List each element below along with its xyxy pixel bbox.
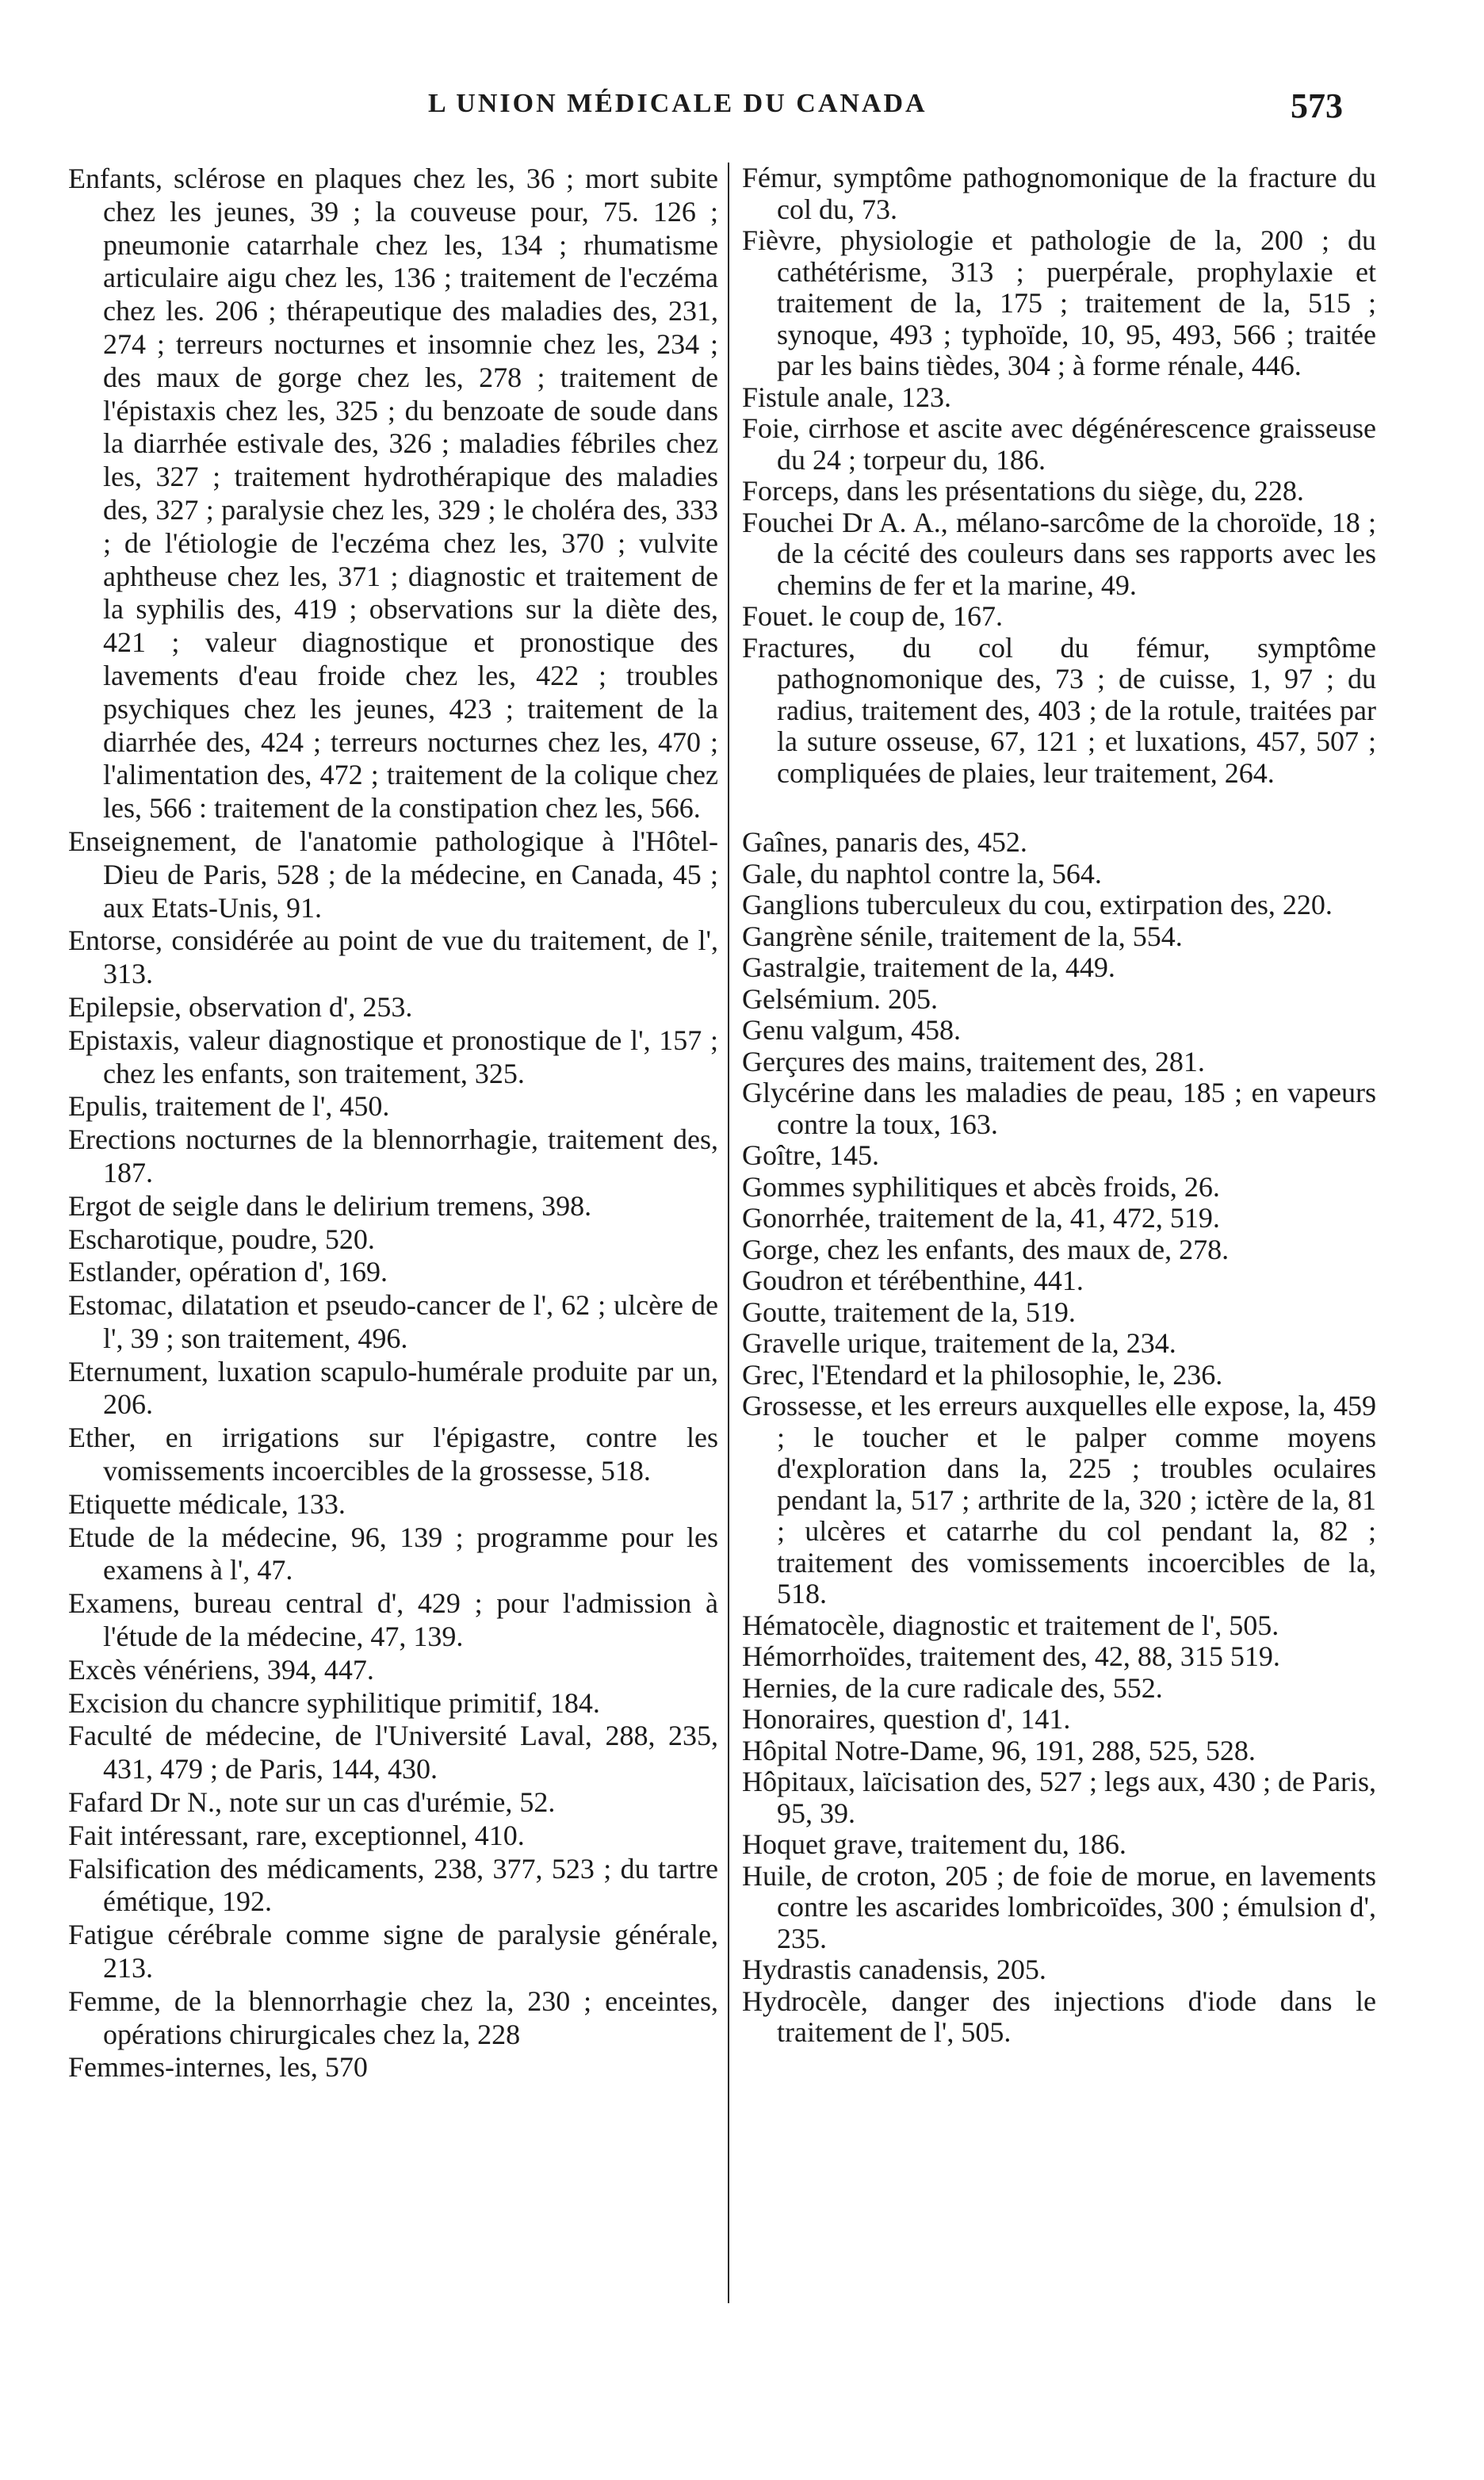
index-entry: Fouet. le coup de, 167. xyxy=(742,600,1003,632)
index-entry: Gerçures des mains, traitement des, 281. xyxy=(742,1045,1205,1077)
index-entry: Hémorrhoïdes, traitement des, 42, 88, 315 519. xyxy=(742,1640,1280,1672)
index-group-f xyxy=(742,163,1376,789)
section-gap xyxy=(742,789,1376,827)
index-entry: Fractures, du col du fémur, symptôme pathognomonique des, 73 ; de cuisse, 1, 97 ; du radius, traitement des, 403 ; de la rotule, traitées par la suture osseuse, 67, 121 ; et luxations, 457, 507 ; compliquées de plaies, leur traitement, 264. xyxy=(742,631,1376,789)
index-entry: Fistule anale, 123. xyxy=(742,381,951,413)
index-entry: Hôpital Notre-Dame, 96, 191, 288, 525, 528. xyxy=(742,1734,1256,1766)
index-entry: Grec, l'Etendard et la philosophie, le, 236. xyxy=(742,1358,1223,1391)
index-entry: Gangrène sénile, traitement de la, 554. xyxy=(742,920,1183,952)
index-entry: Fait intéressant, rare, exceptionnel, 410. xyxy=(68,1819,525,1851)
index-entry: Gommes syphilitiques et abcès froids, 26. xyxy=(742,1170,1220,1203)
running-title: L UNION MÉDICALE DU CANADA xyxy=(428,89,928,118)
index-entry: Entorse, considérée au point de vue du traitement, de l', 313. xyxy=(68,924,718,990)
index-entry: Excès vénériens, 394, 447. xyxy=(68,1653,374,1686)
index-entry: Falsification des médicaments, 238, 377, 523 ; du tartre émétique, 192. xyxy=(68,1852,718,1918)
index-entry: Faculté de médecine, de l'Université Laval, 288, 235, 431, 479 ; de Paris, 144, 430. xyxy=(68,1720,718,1785)
index-entry: Enseignement, de l'anatomie pathologique à l'Hôtel-Dieu de Paris, 528 ; de la médecine, en Canada, 45 ; aux Etats-Unis, 91. xyxy=(68,825,718,924)
index-entry: Goudron et térébenthine, 441. xyxy=(742,1265,1084,1296)
index-entry: Goître, 145. xyxy=(742,1139,879,1171)
index-entry: Escharotique, poudre, 520. xyxy=(68,1223,375,1255)
index-entry: Estomac, dilatation et pseudo-cancer de l', 62 ; ulcère de l', 39 ; son traitement, 496. xyxy=(68,1289,718,1354)
index-entry: Enfants, sclérose en plaques chez les, 36 ; mort subite chez les jeunes, 39 ; la couveuse pour, 75. 126 ; pneumonie catarrhale chez les, 134 ; rhumatisme articulaire aigu chez les, 136 ; traitement de l'eczéma chez les. 206 ; thérapeutique des maladies des, 231, 274 ; terreurs nocturnes et insomnie chez les, 234 ; des maux de gorge chez les, 278 ; traitement de l'épistaxis chez les, 325 ; du benzoate de soude dans la diarrhée estivale des, 326 ; maladies fébriles chez les, 327 ; traitement hydrothérapique des maladies des, 327 ; paralysie chez les, 329 ; le choléra des, 333 ; de l'étiologie de l'eczéma chez les, 370 ; vulvite aphtheuse chez les, 371 ; diagnostic et traitement de la syphilis des, 419 ; observations sur la diète des, 421 ; valeur diagnostique et pronostique des lavements d'eau froide chez les, 422 ; troubles psychiques chez les jeunes, 423 ; traitement de la diarrhée des, 424 ; terreurs nocturnes chez les, 470 ; l'alimentation des, 472 ; traitement de la colique chez les, 566 : traitement de la constipation chez les, 566. xyxy=(68,163,718,825)
index-group-g-h xyxy=(742,827,1376,2049)
index-entry: Epulis, traitement de l', 450. xyxy=(68,1090,390,1123)
index-entry: Hydrastis canadensis, 205. xyxy=(742,1954,1046,1985)
index-entry: Eternument, luxation scapulo-humérale produite par un, 206. xyxy=(68,1355,718,1421)
index-entry: Fouchei Dr A. A., mélano-sarcôme de la choroïde, 18 ; de la cécité des couleurs dans ses rapports avec les chemins de fer et la marine, 49. xyxy=(742,506,1376,601)
index-entry: Ergot de seigle dans le delirium tremens, 398. xyxy=(68,1189,592,1222)
index-entry: Fémur, symptôme pathognomonique de la fracture du col du, 73. xyxy=(742,162,1376,225)
index-entry: Gale, du naphtol contre la, 564. xyxy=(742,857,1102,890)
index-entry: Grossesse, et les erreurs auxquelles elle expose, la, 459 ; le toucher et le palper comme moyens d'exploration dans la, 225 ; troubles oculaires pendant la, 517 ; arthrite de la, 320 ; ictère de la, 81 ; ulcères et catarrhe du col pendant la, 82 ; traitement des vomissements incoercibles de la, 518. xyxy=(742,1390,1376,1609)
index-entry: Ganglions tuberculeux du cou, extirpation des, 220. xyxy=(742,889,1333,920)
index-entry: Glycérine dans les maladies de peau, 185 ; en vapeurs contre la toux, 163. xyxy=(742,1077,1376,1140)
index-entry: Gonorrhée, traitement de la, 41, 472, 519. xyxy=(742,1202,1220,1234)
index-entry: Hématocèle, diagnostic et traitement de l', 505. xyxy=(742,1609,1279,1641)
index-entry: Hernies, de la cure radicale des, 552. xyxy=(742,1671,1163,1704)
right-index-column xyxy=(742,163,1376,2049)
index-entry: Honoraires, question d', 141. xyxy=(742,1703,1071,1735)
index-entry: Femmes-internes, les, 570 xyxy=(68,2051,368,2084)
index-entry: Hôpitaux, laïcisation des, 527 ; legs aux, 430 ; de Paris, 95, 39. xyxy=(742,1766,1376,1829)
index-entry: Gaînes, panaris des, 452. xyxy=(742,826,1027,858)
page-number: 573 xyxy=(1291,86,1343,125)
index-entry: Epilepsie, observation d', 253. xyxy=(68,990,413,1023)
index-entry: Gelsémium. 205. xyxy=(742,982,938,1015)
index-entry: Femme, de la blennorrhagie chez la, 230 ; enceintes, opérations chirurgicales chez la, 228 xyxy=(68,1984,718,2050)
left-index-column xyxy=(68,163,718,2084)
index-entry: Goutte, traitement de la, 519. xyxy=(742,1295,1076,1328)
index-entry: Excision du chancre syphilitique primitif, 184. xyxy=(68,1686,600,1719)
index-entry: Erections nocturnes de la blennorrhagie, traitement des, 187. xyxy=(68,1123,718,1188)
index-entry: Ether, en irrigations sur l'épigastre, contre les vomissements incoercibles de la grossesse, 518. xyxy=(68,1422,718,1487)
column-divider xyxy=(728,163,729,2303)
index-entry: Gorge, chez les enfants, des maux de, 278. xyxy=(742,1233,1230,1265)
index-entry: Gravelle urique, traitement de la, 234. xyxy=(742,1327,1176,1359)
index-entry: Etude de la médecine, 96, 139 ; programme pour les examens à l', 47. xyxy=(68,1521,718,1586)
index-entry: Etiquette médicale, 133. xyxy=(68,1487,346,1520)
index-entry: Forceps, dans les présentations du siège, du, 228. xyxy=(742,475,1304,507)
index-entry: Gastralgie, traitement de la, 449. xyxy=(742,951,1115,983)
index-entry: Hoquet grave, traitement du, 186. xyxy=(742,1828,1126,1860)
index-entry: Huile, de croton, 205 ; de foie de morue, en lavements contre les ascarides lombricoïdes, 300 ; émulsion d', 235. xyxy=(742,1859,1376,1954)
index-entry: Estlander, opération d', 169. xyxy=(68,1256,388,1288)
index-entry: Fatigue cérébrale comme signe de paralysie générale, 213. xyxy=(68,1919,718,1984)
index-entry: Examens, bureau central d', 429 ; pour l'admission à l'étude de la médecine, 47, 139. xyxy=(68,1587,718,1653)
index-entry: Hydrocèle, danger des injections d'iode dans le traitement de l', 505. xyxy=(742,1984,1376,2048)
index-entry: Epistaxis, valeur diagnostique et pronostique de l', 157 ; chez les enfants, son traitement, 325. xyxy=(68,1024,718,1089)
index-entry: Fièvre, physiologie et pathologie de la, 200 ; du cathétérisme, 313 ; puerpérale, prophylaxie et traitement de la, 175 ; traitement de la, 515 ; synoque, 493 ; typhoïde, 10, 95, 493, 566 ; traitée par les bains tièdes, 304 ; à forme rénale, 446. xyxy=(742,224,1376,381)
index-entry: Foie, cirrhose et ascite avec dégénérescence graisseuse du 24 ; torpeur du, 186. xyxy=(742,412,1376,476)
index-entry: Fafard Dr N., note sur un cas d'urémie, 52. xyxy=(68,1786,556,1819)
index-entry: Genu valgum, 458. xyxy=(742,1014,961,1046)
